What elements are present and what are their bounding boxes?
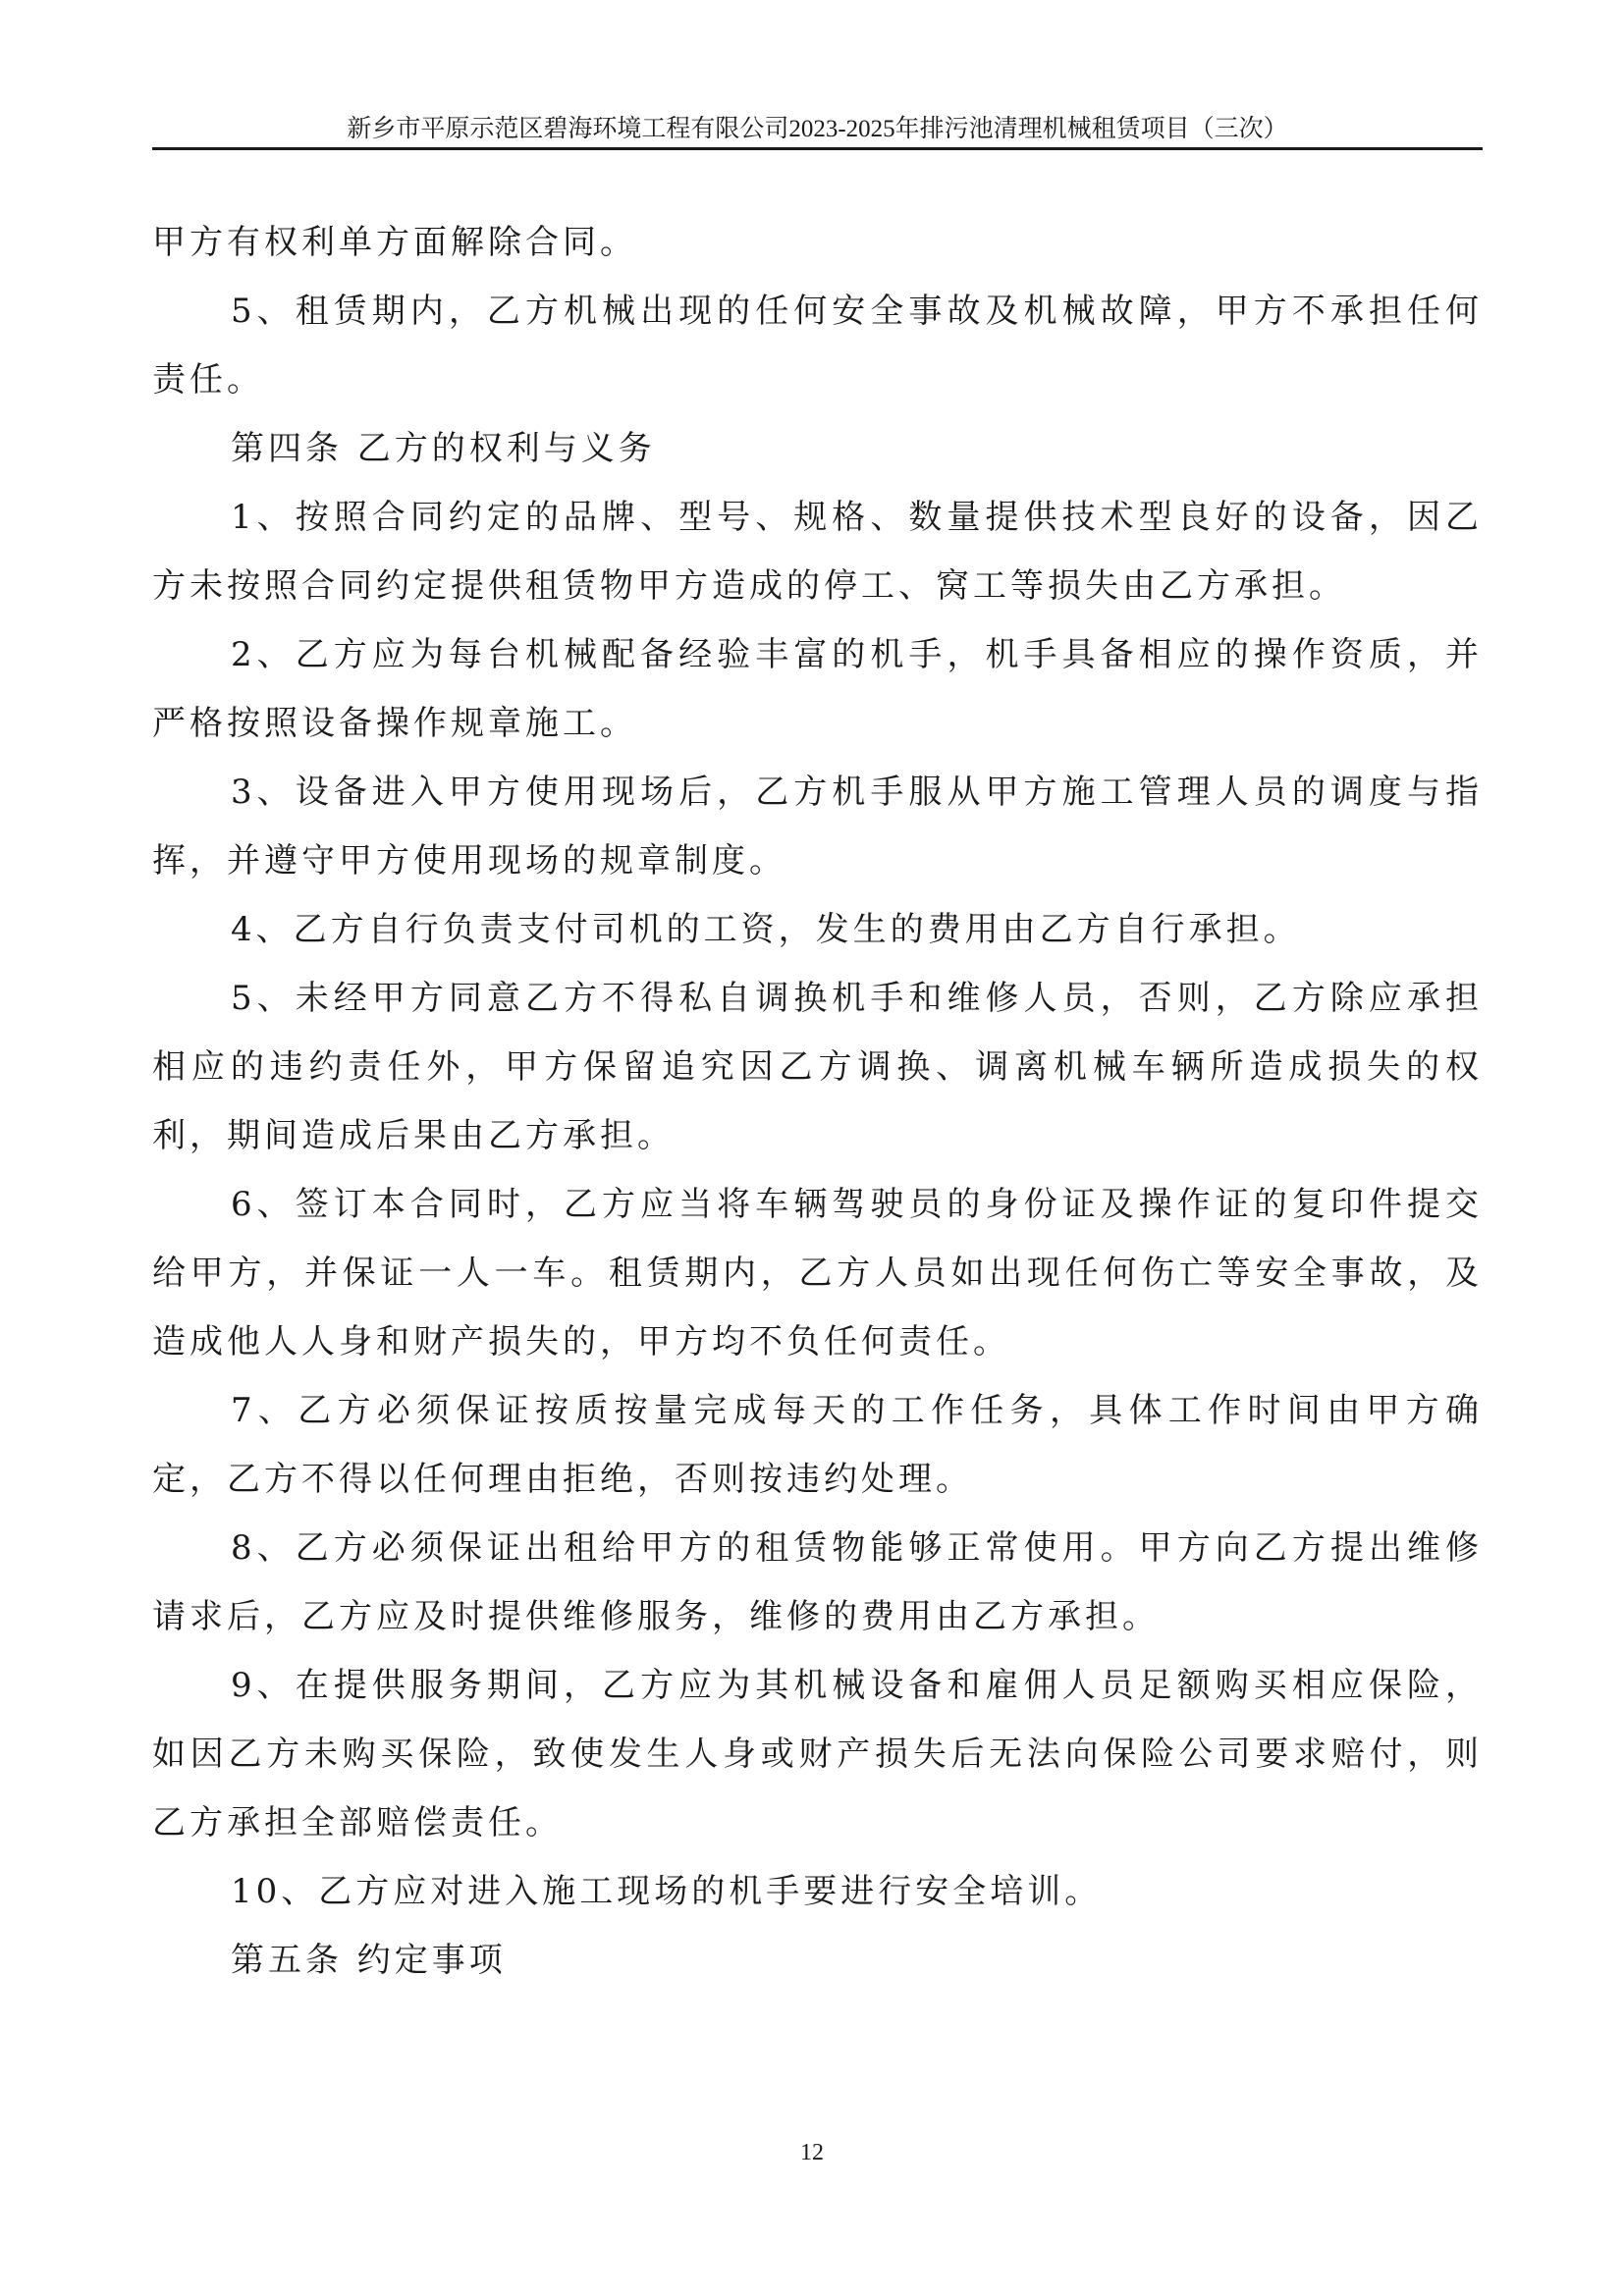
paragraph: 8、乙方必须保证出租给甲方的租赁物能够正常使用。甲方向乙方提出维修请求后，乙方应及时提供维修服务，维修的费用由乙方承担。 [152,1528,1483,1636]
paragraph: 7、乙方必须保证按质按量完成每天的工作任务，具体工作时间由甲方确定，乙方不得以任何理由拒绝，否则按违约处理。 [152,1391,1483,1499]
paragraph: 10、乙方应对进入施工现场的机手要进行安全培训。 [231,1872,1103,1911]
paragraph: 2、乙方应为每台机械配备经验丰富的机手，机手具备相应的操作资质，并严格按照设备操作规章施工。 [152,635,1483,743]
paragraph: 5、未经甲方同意乙方不得私自调换机手和维修人员，否则，乙方除应承担相应的违约责任外，甲方保留追究因乙方调换、调离机械车辆所造成损失的权利，期间造成后果由乙方承担。 [152,979,1483,1155]
header-rule [152,147,1483,150]
paragraph: 6、签订本合同时，乙方应当将车辆驾驶员的身份证及操作证的复印件提交给甲方，并保证一人一车。租赁期内，乙方人员如出现任何伤亡等安全事故，及造成他人人身和财产损失的，甲方均不负任何责任。 [152,1185,1483,1362]
paragraph: 3、设备进入甲方使用现场后，乙方机手服从甲方施工管理人员的调度与指挥，并遵守甲方使用现场的规章制度。 [152,773,1483,881]
paragraph: 5、租赁期内，乙方机械出现的任何安全事故及机械故障，甲方不承担任何责任。 [152,292,1483,400]
page-number: 12 [800,2140,824,2165]
paragraph: 4、乙方自行负责支付司机的工资，发生的费用由乙方自行承担。 [231,910,1301,949]
document-body [152,208,1483,1995]
paragraph: 甲方有权利单方面解除合同。 [152,223,637,262]
section-heading: 第四条 乙方的权利与义务 [231,429,656,468]
section-heading: 第五条 约定事项 [231,1941,507,1980]
paragraph: 1、按照合同约定的品牌、型号、规格、数量提供技术型良好的设备，因乙方未按照合同约定提供租赁物甲方造成的停工、窝工等损失由乙方承担。 [152,498,1483,606]
document-header: 新乡市平原示范区碧海环境工程有限公司2023-2025年排污池清理机械租赁项目（三次） [347,116,1288,142]
paragraph: 9、在提供服务期间，乙方应为其机械设备和雇佣人员足额购买相应保险，如因乙方未购买保险，致使发生人身或财产损失后无法向保险公司要求赔付，则乙方承担全部赔偿责任。 [152,1666,1483,1842]
